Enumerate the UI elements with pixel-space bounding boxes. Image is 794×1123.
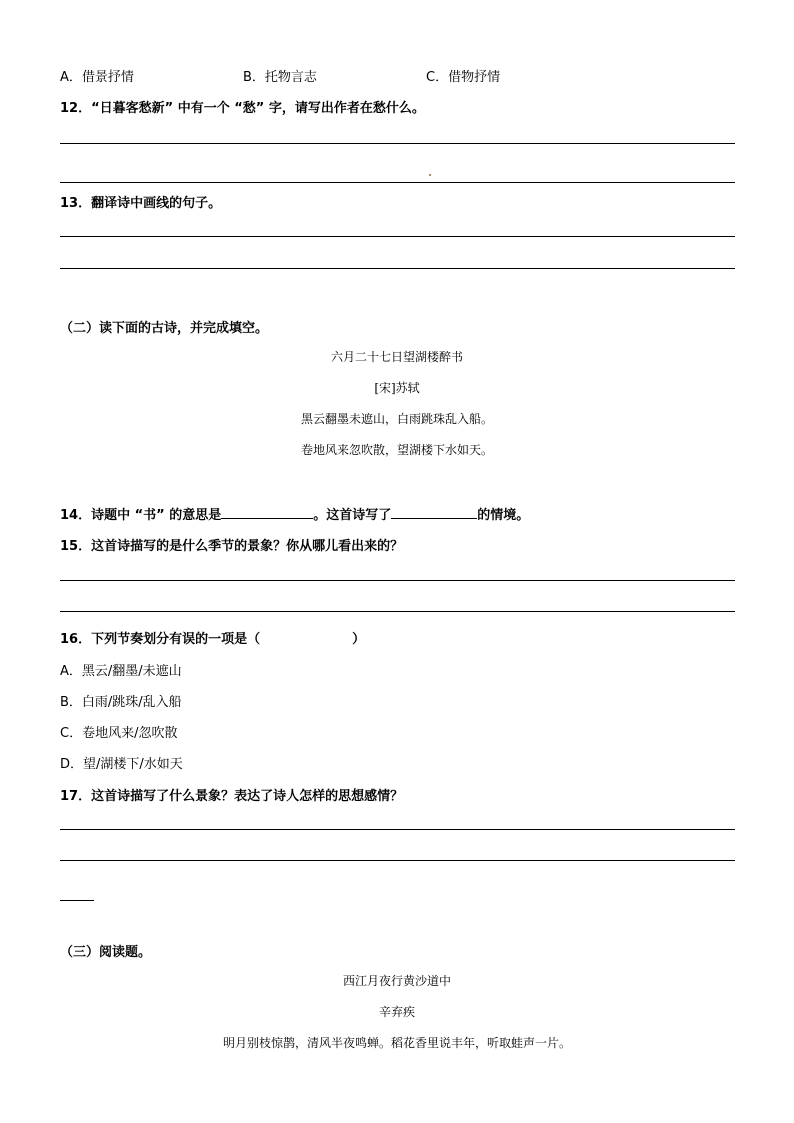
question-17: 17．这首诗描写了什么景象？表达了诗人怎样的思想感情？ — [60, 789, 404, 804]
question-13: 13．翻译诗中画线的句子。 — [60, 196, 222, 211]
question-12: 12．“日暮客愁新” 中有一个 “愁” 字，请写出作者在愁什么。 — [60, 101, 425, 116]
choice-a: A．黑云/翻墨/未遮山 — [60, 664, 182, 679]
poem-author-2: 辛弃疾 — [378, 1005, 415, 1019]
answer-line[interactable] — [60, 236, 735, 237]
option-a: A．借景抒情 — [60, 70, 134, 85]
answer-line[interactable] — [60, 268, 735, 269]
choice-c: C．卷地风来/忽吹散 — [60, 726, 178, 741]
question-14-part3: 的情境。 — [477, 508, 530, 523]
option-b: B．托物言志 — [243, 70, 317, 85]
question-14-part1: 14．诗题中 “书” 的意思是 — [60, 508, 222, 523]
choice-d: D．望/湖楼下/水如天 — [60, 757, 183, 772]
poem-title-2: 西江月夜行黄沙道中 — [342, 974, 451, 988]
question-14-part2: 。这首诗写了 — [313, 508, 392, 523]
fill-blank-2[interactable] — [391, 504, 477, 519]
answer-line[interactable] — [60, 143, 735, 144]
answer-line[interactable] — [60, 580, 735, 581]
question-16 — [60, 628, 365, 647]
answer-line[interactable] — [60, 860, 735, 861]
answer-line[interactable] — [60, 182, 735, 183]
poem-author: [宋]苏轼 — [374, 381, 420, 395]
poem-line-3: 明月别枝惊鹊，清风半夜鸣蝉。稻花香里说丰年，听取蛙声一片。 — [222, 1036, 571, 1050]
poem-title: 六月二十七日望湖楼醉书 — [330, 350, 463, 364]
section-3-heading: （三）阅读题。 — [60, 945, 152, 960]
question-14 — [60, 504, 529, 523]
question-16-close: ） — [352, 632, 366, 647]
choice-b: B．白雨/跳珠/乱入船 — [60, 695, 182, 710]
answer-line[interactable] — [60, 611, 735, 612]
section-2-heading: （二）读下面的古诗，并完成填空。 — [60, 321, 269, 336]
poem-line-1: 黑云翻墨未遮山，白雨跳珠乱入船。 — [300, 412, 493, 426]
question-15: 15．这首诗描写的是什么季节的景象？你从哪儿看出来的？ — [60, 539, 404, 554]
stray-dot — [429, 174, 431, 176]
answer-line[interactable] — [60, 829, 735, 830]
short-line — [60, 900, 94, 901]
option-c: C．借物抒情 — [426, 70, 501, 85]
fill-blank-1[interactable] — [221, 504, 313, 519]
poem-line-2: 卷地风来忽吹散，望湖楼下水如天。 — [300, 443, 493, 457]
question-16-stem: 16．下列节奏划分有误的一项是（ — [60, 632, 261, 647]
